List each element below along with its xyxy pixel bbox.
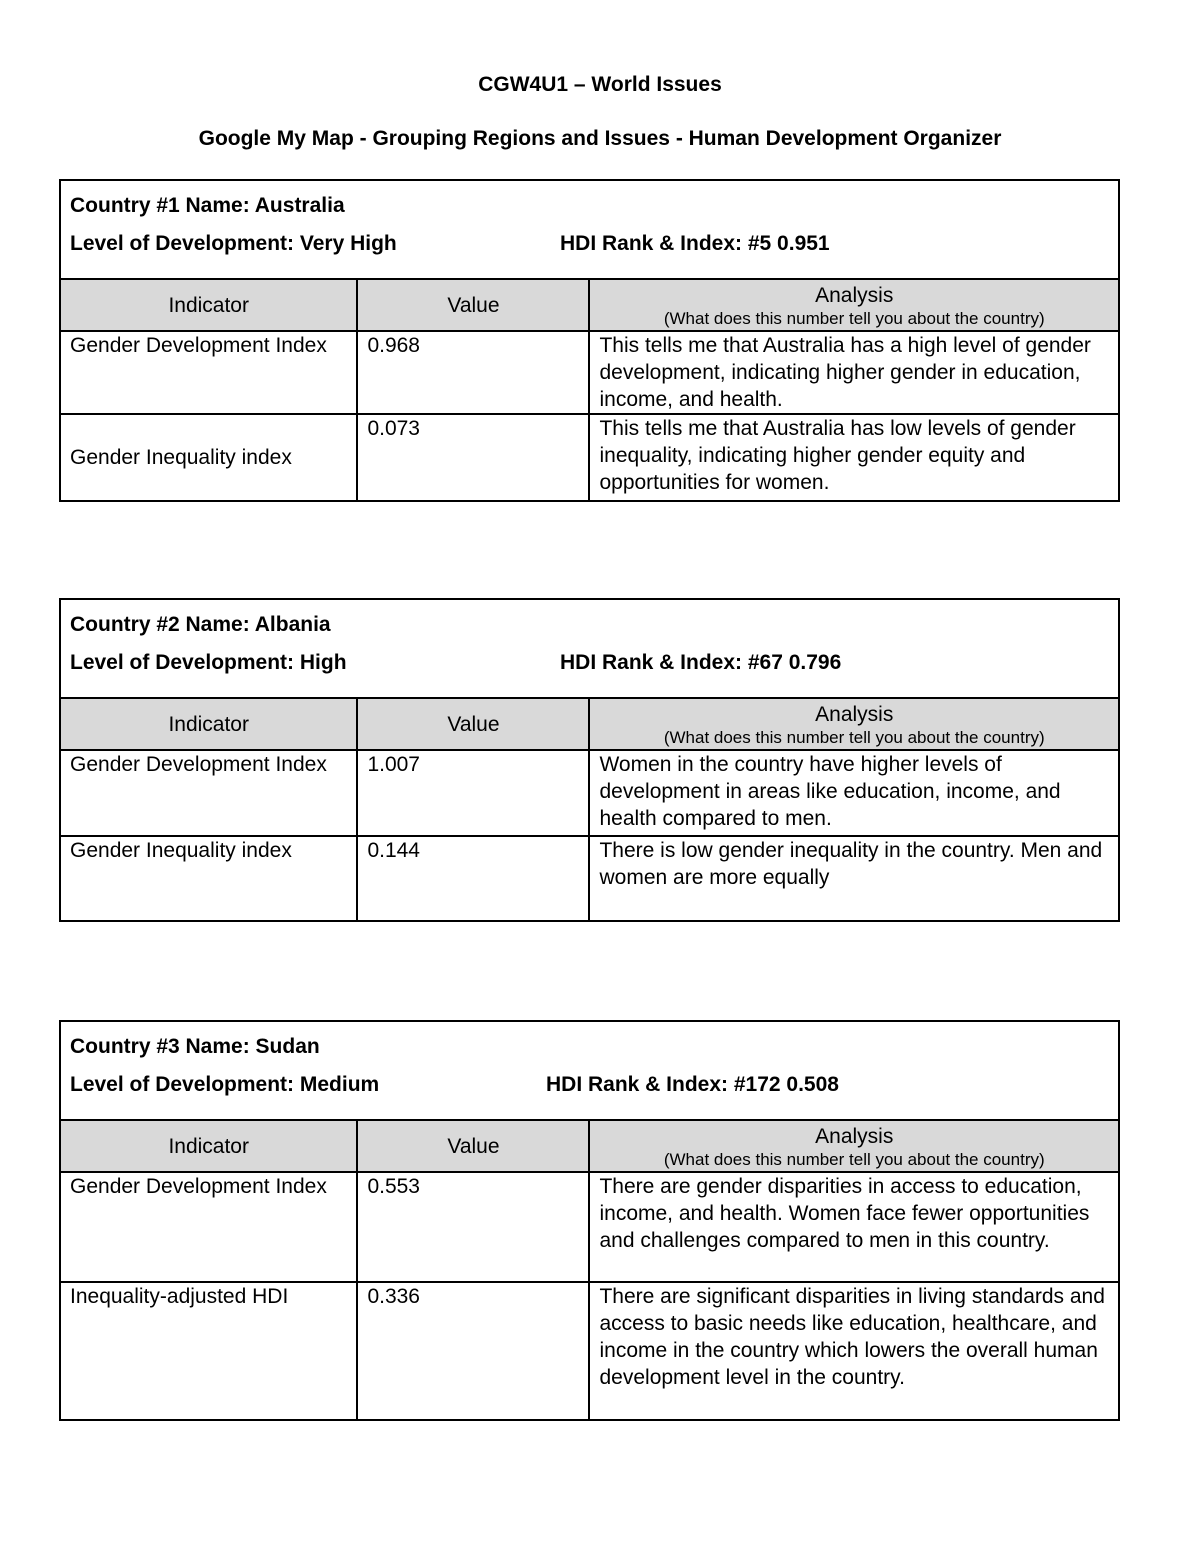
header-indicator: Indicator xyxy=(60,698,357,750)
table-row xyxy=(60,836,1119,921)
table-header-row xyxy=(60,279,1119,331)
indicator-cell: Gender Development Index xyxy=(60,750,357,836)
country-1-table xyxy=(59,179,1120,502)
table-row xyxy=(60,1172,1119,1282)
analysis-cell: There are significant disparities in living standards and access to basic needs like education, healthcare, and income in the country which lowers the overall human development level in the country. xyxy=(589,1282,1119,1420)
country-1-info xyxy=(60,180,1119,279)
table-row xyxy=(60,331,1119,414)
table-row xyxy=(60,414,1119,501)
development-level: Level of Development: Medium xyxy=(70,1073,380,1096)
indicator-cell: Gender Inequality index xyxy=(60,414,357,501)
indicator-cell: Inequality-adjusted HDI xyxy=(60,1282,357,1420)
header-value: Value xyxy=(357,1120,589,1172)
country-2-table xyxy=(59,598,1120,922)
header-analysis: Analysis (What does this number tell you about the country) xyxy=(589,1120,1119,1172)
value-cell: 0.336 xyxy=(357,1282,589,1420)
value-cell: 0.144 xyxy=(357,836,589,921)
value-cell: 0.073 xyxy=(357,414,589,501)
country-2-info xyxy=(60,599,1119,698)
hdi-rank-index: HDI Rank & Index: #5 0.951 xyxy=(560,232,830,255)
table-row xyxy=(60,1282,1119,1420)
header-analysis-note: (What does this number tell you about the country) xyxy=(663,1149,1045,1169)
analysis-cell: There is low gender inequality in the country. Men and women are more equally xyxy=(589,836,1119,921)
analysis-cell: This tells me that Australia has a high level of gender development, indicating higher gender in education, income, and health. xyxy=(589,331,1119,414)
country-name: Country #1 Name: Australia xyxy=(70,194,345,217)
country-3-table xyxy=(59,1020,1120,1421)
header-value: Value xyxy=(357,698,589,750)
indicator-cell: Gender Development Index xyxy=(60,331,357,414)
analysis-cell: Women in the country have higher levels of development in areas like education, income, and health compared to men. xyxy=(589,750,1119,836)
country-3-info xyxy=(60,1021,1119,1120)
analysis-cell: This tells me that Australia has low levels of gender inequality, indicating higher gender equity and opportunities for women. xyxy=(589,414,1119,501)
indicator-cell: Gender Inequality index xyxy=(60,836,357,921)
indicator-cell: Gender Development Index xyxy=(60,1172,357,1282)
document-subtitle: Google My Map - Grouping Regions and Issues - Human Development Organizer xyxy=(198,127,1002,150)
header-indicator: Indicator xyxy=(60,279,357,331)
value-cell: 1.007 xyxy=(357,750,589,836)
hdi-rank-index: HDI Rank & Index: #67 0.796 xyxy=(560,651,842,674)
value-cell: 0.553 xyxy=(357,1172,589,1282)
country-name: Country #3 Name: Sudan xyxy=(70,1035,320,1058)
development-level: Level of Development: High xyxy=(70,651,347,674)
document-title: CGW4U1 – World Issues xyxy=(478,73,722,96)
header-indicator: Indicator xyxy=(60,1120,357,1172)
header-analysis-note: (What does this number tell you about the country) xyxy=(663,727,1045,747)
header-value: Value xyxy=(357,279,589,331)
header-analysis: Analysis (What does this number tell you about the country) xyxy=(589,698,1119,750)
development-level: Level of Development: Very High xyxy=(70,232,397,255)
header-analysis: Analysis (What does this number tell you about the country) xyxy=(589,279,1119,331)
table-header-row xyxy=(60,698,1119,750)
table-header-row xyxy=(60,1120,1119,1172)
header-analysis-note: (What does this number tell you about the country) xyxy=(663,308,1045,328)
country-name: Country #2 Name: Albania xyxy=(70,613,331,636)
value-cell: 0.968 xyxy=(357,331,589,414)
table-row xyxy=(60,750,1119,836)
hdi-rank-index: HDI Rank & Index: #172 0.508 xyxy=(546,1073,839,1096)
analysis-cell: There are gender disparities in access to education, income, and health. Women face fewer opportunities and challenges compared to men in this country. xyxy=(589,1172,1119,1282)
